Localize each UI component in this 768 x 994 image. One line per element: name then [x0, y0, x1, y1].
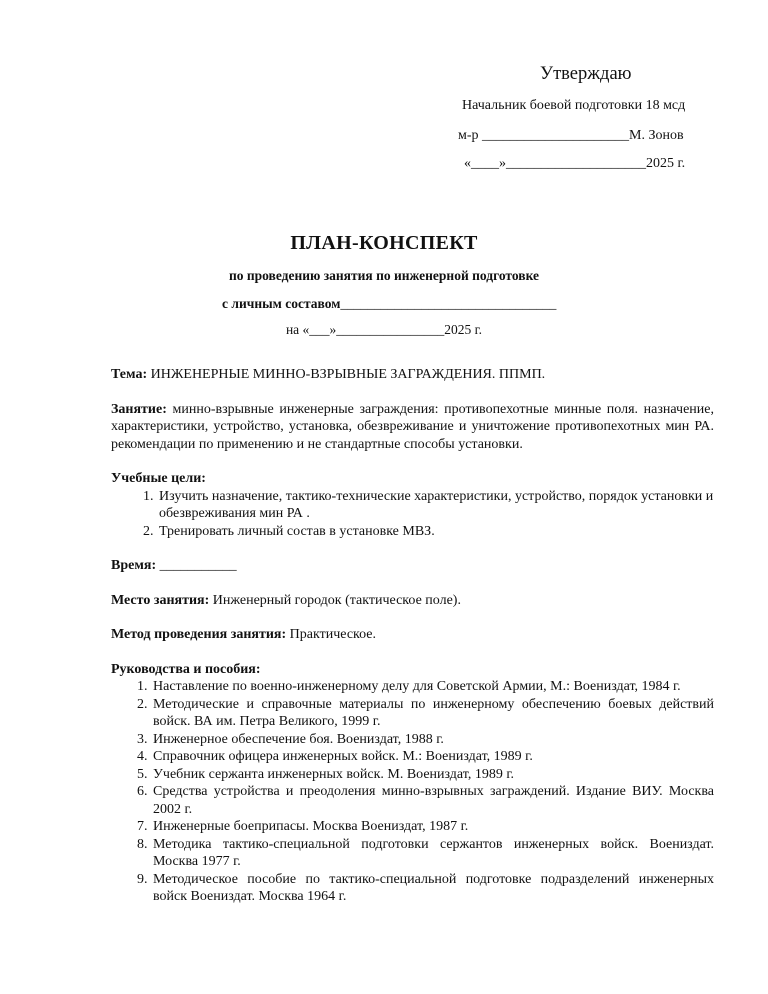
lesson-label: Занятие:: [111, 401, 167, 417]
approval-signature-line: м-р _____________________М. Зонов: [458, 128, 684, 143]
document-body: [111, 366, 714, 906]
approval-date-line: «____»____________________2025 г.: [464, 156, 686, 171]
list-item: 2. Тренировать личный состав в установке МВЗ.: [157, 523, 714, 541]
list-item: 1. Изучить назначение, тактико-технические характеристики, устройство, порядок установки и обезвреживания мин РА .: [157, 488, 714, 523]
list-item: 6. Средства устройства и преодоления минно-взрывных заграждений. Издание ВИУ. Москва 2002 г.: [151, 783, 714, 818]
list-item: 3. Инженерное обеспечение боя. Воениздат, 1988 г.: [151, 731, 714, 749]
document-subtitle: по проведению занятия по инженерной подготовке: [228, 268, 540, 283]
manuals-label: Руководства и пособия:: [111, 661, 261, 677]
list-item: 9. Методическое пособие по тактико-специальной подготовке подразделений инженерных войск Воениздат. Москва 1964 г.: [151, 871, 714, 906]
method-text: Практическое.: [286, 627, 377, 642]
personnel-blank: ________________________________: [340, 296, 557, 311]
list-item: 5. Учебник сержанта инженерных войск. М. Воениздат, 1989 г.: [151, 766, 714, 784]
time-section: [111, 557, 714, 575]
list-item: 2. Методические и справочные материалы по инженерному обеспечению боевых действий войск. ВА им. Петра Великого, 1999 г.: [151, 696, 714, 731]
goals-section: [111, 470, 714, 488]
personnel-label: с личным составом: [222, 296, 341, 311]
topic-label: Тема:: [111, 367, 148, 382]
method-section: [111, 626, 714, 644]
time-text: ___________: [156, 558, 237, 573]
list-item: 8. Методика тактико-специальной подготовки сержантов инженерных войск. Воениздат. Москва 1977 г.: [151, 836, 714, 871]
manuals-section: [111, 661, 714, 679]
goals-label: Учебные цели:: [111, 471, 206, 486]
document-title: ПЛАН-КОНСПЕКТ: [290, 232, 478, 254]
time-label: Время:: [111, 558, 157, 573]
place-label: Место занятия:: [111, 592, 210, 608]
topic-section: [111, 366, 714, 384]
approval-title: Утверждаю: [540, 64, 632, 84]
goals-list: [111, 488, 714, 541]
approval-position: Начальник боевой подготовки 18 мсд: [462, 98, 686, 113]
personnel-line: [222, 296, 556, 312]
lesson-text: минно-взрывные инженерные заграждения: противопехотные минные поля. назначение, характеристики, устройство, установка, обезвреживание и уничтожение противопехотных мин РА. рекомендации по применению и не стандартные способы установки.: [111, 401, 714, 452]
list-item: 1. Наставление по военно-инженерному делу для Советской Армии, М.: Воениздат, 1984 г.: [151, 678, 714, 696]
place-text: Инженерный городок (тактическое поле).: [209, 592, 461, 608]
lesson-section: [111, 401, 714, 454]
place-section: [111, 592, 714, 610]
topic-text: ИНЖЕНЕРНЫЕ МИННО-ВЗРЫВНЫЕ ЗАГРАЖДЕНИЯ. ППМП.: [147, 367, 546, 382]
list-item: 4. Справочник офицера инженерных войск. М.: Воениздат, 1989 г.: [151, 748, 714, 766]
list-item: 7. Инженерные боеприпасы. Москва Воениздат, 1987 г.: [151, 818, 714, 836]
lesson-date-line: на «___»________________2025 г.: [285, 322, 483, 337]
method-label: Метод проведения занятия:: [111, 627, 287, 642]
manuals-list: [111, 678, 714, 906]
